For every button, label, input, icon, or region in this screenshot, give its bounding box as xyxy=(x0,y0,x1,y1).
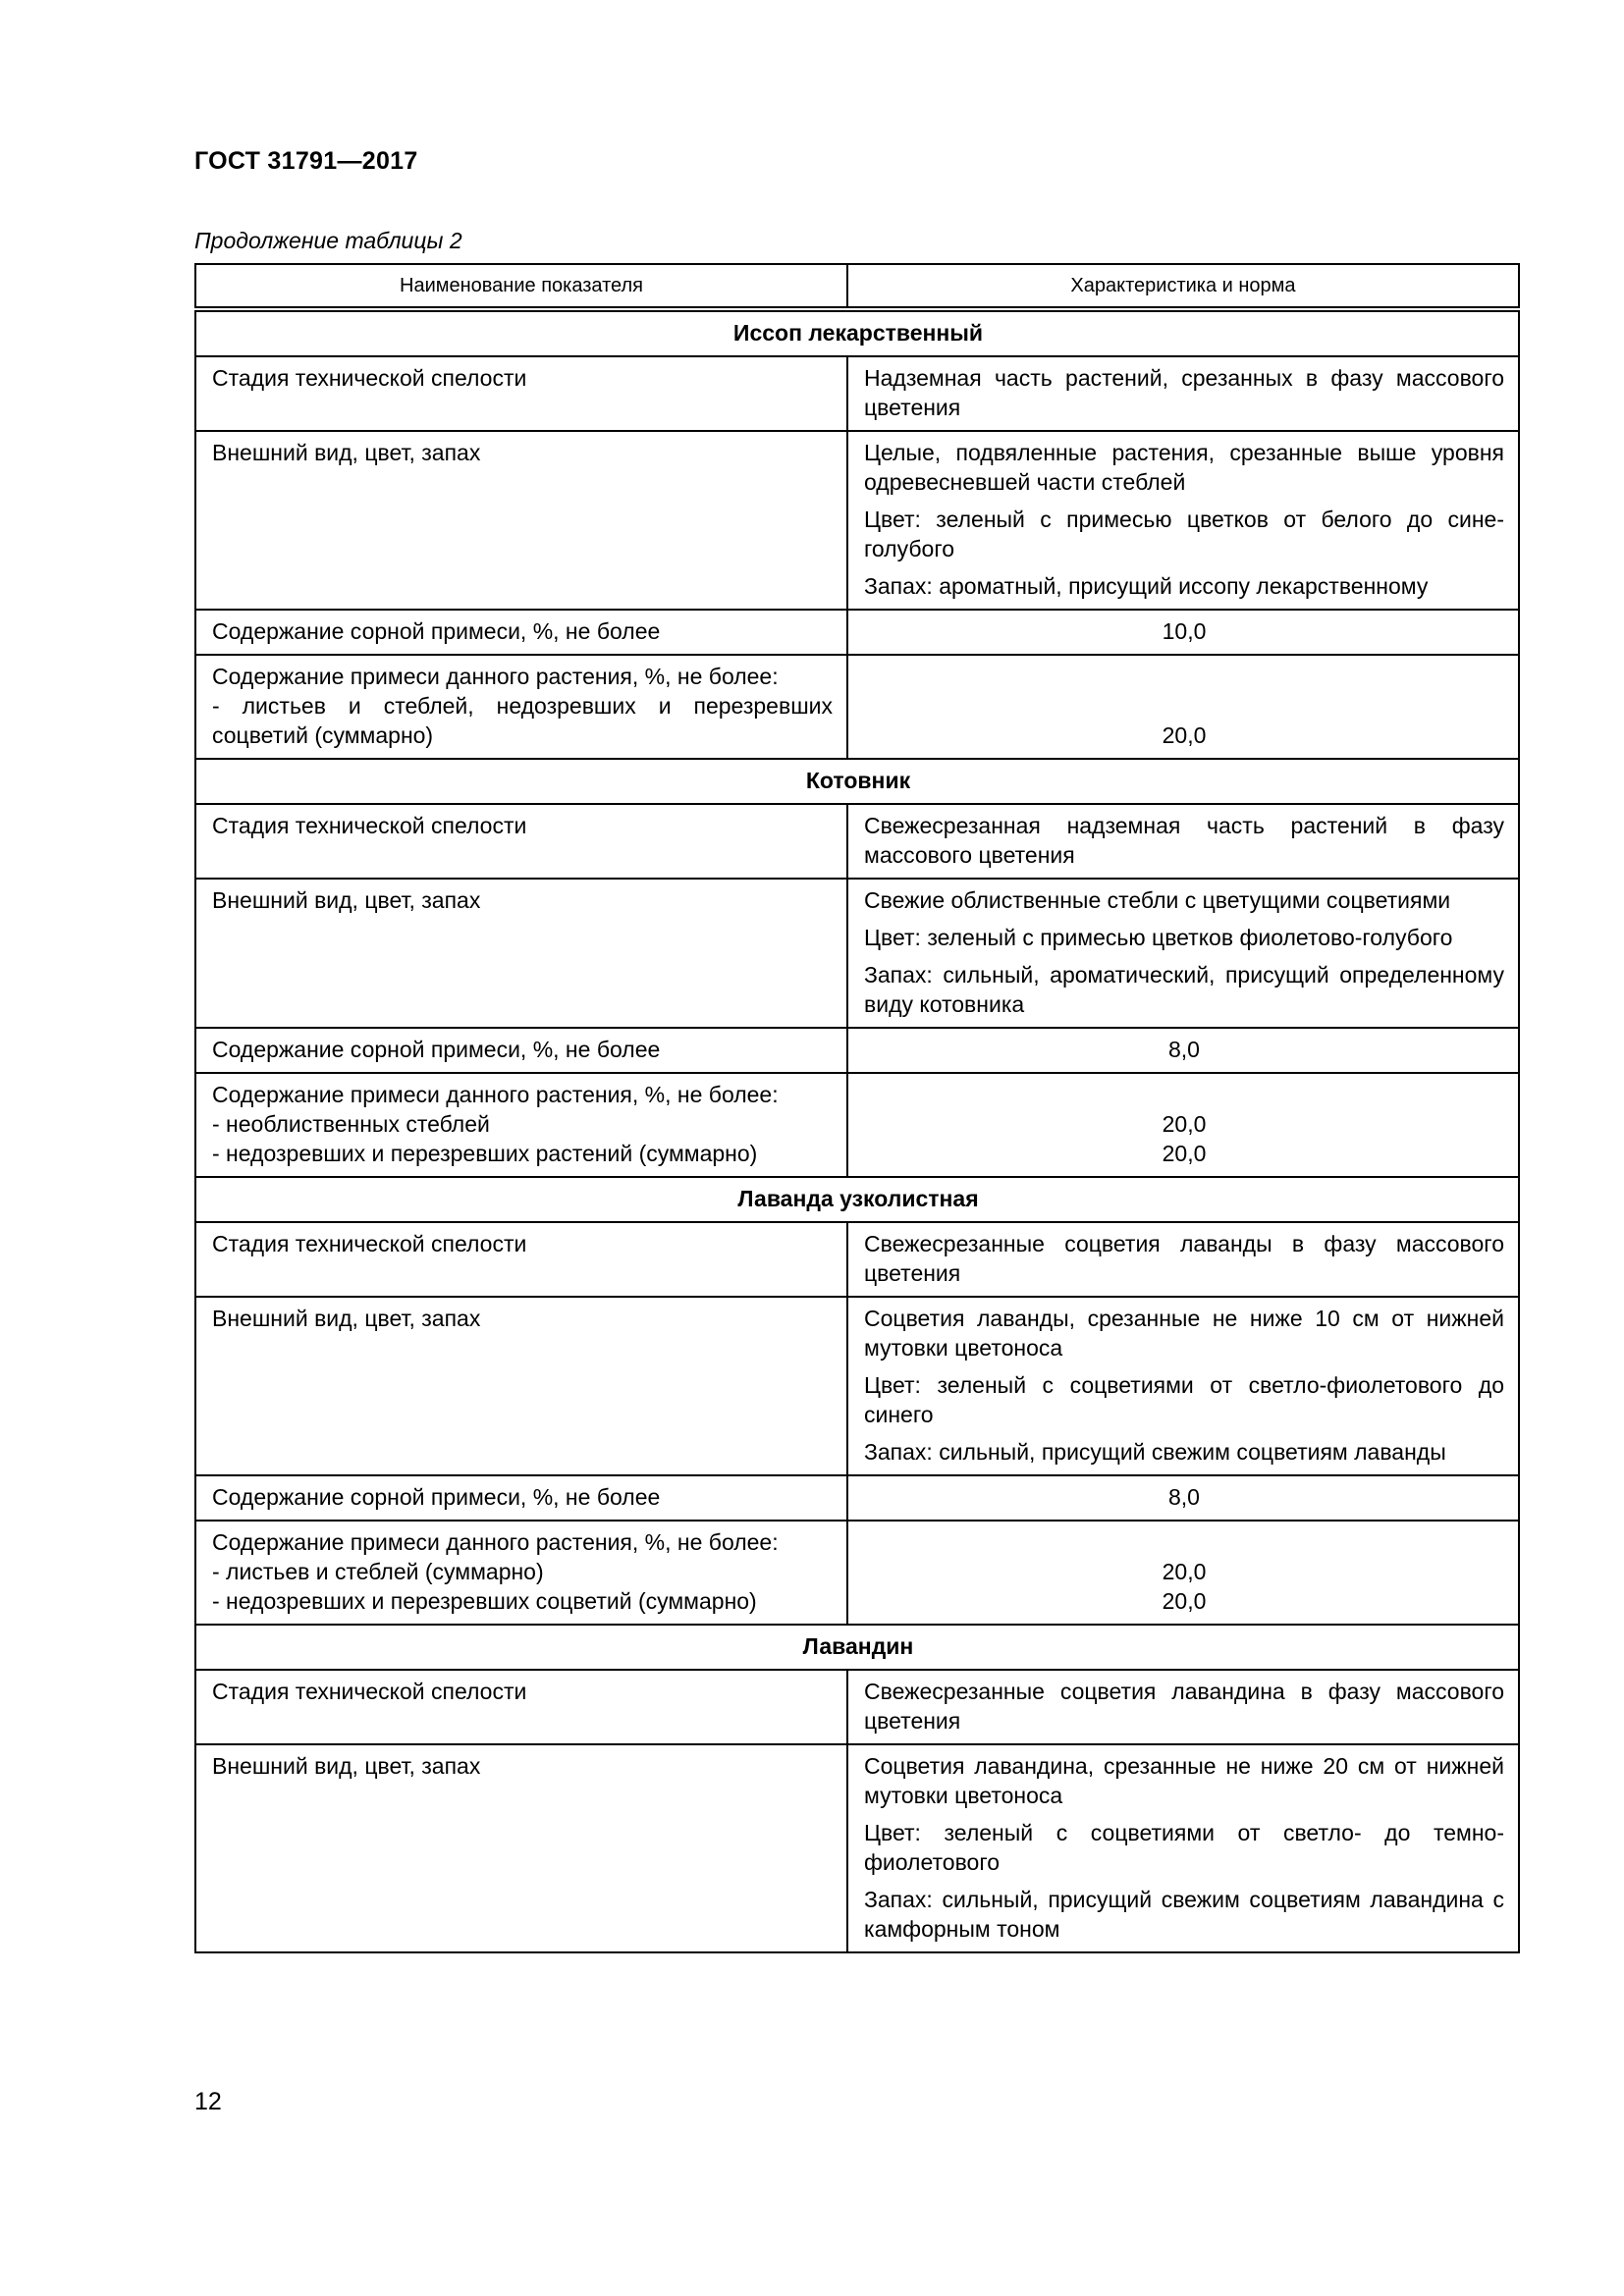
stage-label: Стадия технической спелости xyxy=(195,804,847,879)
admixture-values xyxy=(847,655,1519,759)
stage-label: Стадия технической спелости xyxy=(195,1670,847,1744)
appearance-text: Соцветия лавандина, срезанные не ниже 20 см от нижней мутовки цветоноса xyxy=(864,1753,1504,1808)
section-title: Лавандин xyxy=(195,1625,1519,1670)
appearance-text: Свежие облиственные стебли с цветущими соцветиями xyxy=(864,887,1451,913)
table-caption: Продолжение таблицы 2 xyxy=(194,228,462,253)
admixture-item-value: 20,0 xyxy=(1162,1141,1207,1166)
section-title: Иссоп лекарственный xyxy=(195,309,1519,356)
admixture-item-value: 20,0 xyxy=(1162,1111,1207,1137)
header-characteristic: Характеристика и норма xyxy=(847,264,1519,309)
section-row xyxy=(195,1177,1519,1222)
appearance-values xyxy=(847,1297,1519,1475)
section-row xyxy=(195,309,1519,356)
appearance-label: Внешний вид, цвет, запах xyxy=(195,879,847,1028)
admixture-label: Содержание примеси данного растения, %, не более: xyxy=(212,1529,779,1555)
color-text: Цвет: зеленый с соцветиями от светло- до темно-фиолетового xyxy=(864,1820,1504,1875)
standard-number: ГОСТ 31791—2017 xyxy=(194,147,418,175)
table-row xyxy=(195,431,1519,610)
section-row xyxy=(195,759,1519,804)
table-row xyxy=(195,1475,1519,1521)
admixture-item-label: - листьев и стеблей, недозревших и перезревших соцветий (суммарно) xyxy=(212,693,833,748)
admixture-item-label: - недозревших и перезревших соцветий (суммарно) xyxy=(212,1588,757,1614)
stage-value: Свежесрезанные соцветия лавандина в фазу массового цветения xyxy=(847,1670,1519,1744)
stage-value: Свежесрезанная надземная часть растений в фазу массового цветения xyxy=(847,804,1519,879)
admixture-values xyxy=(847,1521,1519,1625)
table-row xyxy=(195,804,1519,879)
color-text: Цвет: зеленый с соцветиями от светло-фиолетового до синего xyxy=(864,1372,1504,1427)
section-title: Котовник xyxy=(195,759,1519,804)
admixture-values xyxy=(847,1073,1519,1177)
weed-label: Содержание сорной примеси, %, не более xyxy=(195,610,847,655)
appearance-label: Внешний вид, цвет, запах xyxy=(195,431,847,610)
admixture-label: Содержание примеси данного растения, %, не более: xyxy=(212,1082,779,1107)
color-text: Цвет: зеленый с примесью цветков от белого до сине-голубого xyxy=(864,507,1504,561)
stage-label: Стадия технической спелости xyxy=(195,356,847,431)
table-row xyxy=(195,1521,1519,1625)
table-row xyxy=(195,1222,1519,1297)
admixture-item-value: 20,0 xyxy=(1162,1559,1207,1584)
admixture-item-value: 20,0 xyxy=(1162,1588,1207,1614)
page-number: 12 xyxy=(194,2088,222,2115)
admixture-item-label: - листьев и стеблей (суммарно) xyxy=(212,1559,544,1584)
admixture-item-label: - необлиственных стеблей xyxy=(212,1111,490,1137)
appearance-label: Внешний вид, цвет, запах xyxy=(195,1744,847,1952)
appearance-values xyxy=(847,1744,1519,1952)
table-row xyxy=(195,1744,1519,1952)
header-indicator-name: Наименование показателя xyxy=(195,264,847,309)
admixture-item-value: 20,0 xyxy=(1162,722,1207,748)
appearance-label: Внешний вид, цвет, запах xyxy=(195,1297,847,1475)
stage-value: Свежесрезанные соцветия лаванды в фазу массового цветения xyxy=(847,1222,1519,1297)
appearance-values xyxy=(847,431,1519,610)
weed-label: Содержание сорной примеси, %, не более xyxy=(195,1028,847,1073)
table-row xyxy=(195,356,1519,431)
table-row xyxy=(195,879,1519,1028)
table-row xyxy=(195,1297,1519,1475)
stage-value: Надземная часть растений, срезанных в фазу массового цветения xyxy=(847,356,1519,431)
smell-text: Запах: ароматный, присущий иссопу лекарственному xyxy=(864,573,1429,599)
table-row xyxy=(195,1670,1519,1744)
weed-value: 10,0 xyxy=(847,610,1519,655)
admixture-label: Содержание примеси данного растения, %, не более: xyxy=(212,664,779,689)
weed-value: 8,0 xyxy=(847,1028,1519,1073)
admixture-cell xyxy=(195,1521,847,1625)
smell-text: Запах: сильный, ароматический, присущий определенному виду котовника xyxy=(864,962,1504,1017)
table-row xyxy=(195,655,1519,759)
section-title: Лаванда узколистная xyxy=(195,1177,1519,1222)
admixture-cell xyxy=(195,655,847,759)
color-text: Цвет: зеленый с примесью цветков фиолетово-голубого xyxy=(864,925,1453,950)
admixture-cell xyxy=(195,1073,847,1177)
table-row xyxy=(195,610,1519,655)
smell-text: Запах: сильный, присущий свежим соцветиям лавандина с камфорным тоном xyxy=(864,1887,1504,1942)
table-row xyxy=(195,1028,1519,1073)
appearance-text: Целые, подвяленные растения, срезанные выше уровня одревесневшей части стеблей xyxy=(864,440,1504,495)
table-header-row xyxy=(195,264,1519,309)
weed-label: Содержание сорной примеси, %, не более xyxy=(195,1475,847,1521)
section-row xyxy=(195,1625,1519,1670)
weed-value: 8,0 xyxy=(847,1475,1519,1521)
indicators-table xyxy=(194,263,1520,1953)
appearance-text: Соцветия лаванды, срезанные не ниже 10 см от нижней мутовки цветоноса xyxy=(864,1306,1504,1361)
table-row xyxy=(195,1073,1519,1177)
admixture-item-label: - недозревших и перезревших растений (суммарно) xyxy=(212,1141,758,1166)
stage-label: Стадия технической спелости xyxy=(195,1222,847,1297)
smell-text: Запах: сильный, присущий свежим соцветиям лаванды xyxy=(864,1439,1446,1465)
appearance-values xyxy=(847,879,1519,1028)
